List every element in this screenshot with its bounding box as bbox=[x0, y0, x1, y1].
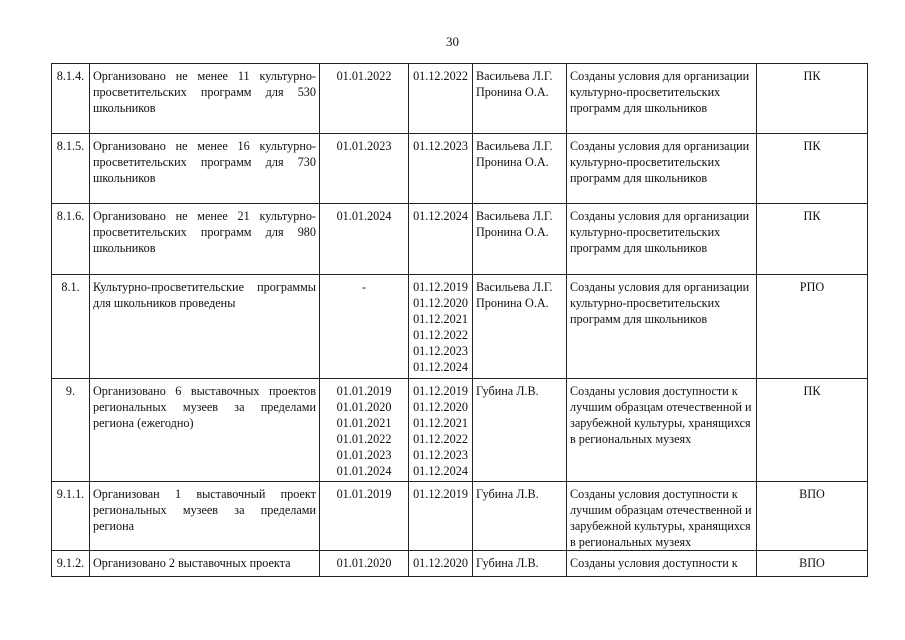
end-date: 01.12.2024 bbox=[413, 209, 468, 223]
row-description: Организован 1 выставочный проект региональных музеев за пределами региона bbox=[90, 482, 320, 551]
row-type: ПК bbox=[757, 134, 868, 204]
row-result: Созданы условия доступности к bbox=[567, 551, 757, 577]
row-description: Организовано не менее 11 культурно-просветительских программ для 530 школьников bbox=[90, 64, 320, 134]
start-date: 01.01.2023 bbox=[336, 139, 392, 153]
row-result: Созданы условия доступности к лучшим образцам отечественной и зарубежной культуры, хранящихся в региональных музеях bbox=[567, 379, 757, 482]
row-responsible bbox=[473, 275, 567, 379]
end-date: 01.12.2024 bbox=[413, 360, 468, 374]
row-type: ВПО bbox=[757, 551, 868, 577]
end-date: 01.12.2023 bbox=[413, 139, 468, 153]
responsible-person: Губина Л.В. bbox=[476, 487, 539, 501]
row-number: 8.1.6. bbox=[52, 204, 90, 275]
plan-table bbox=[51, 63, 868, 577]
row-type: ВПО bbox=[757, 482, 868, 551]
row-type: ПК bbox=[757, 204, 868, 275]
row-number: 9. bbox=[52, 379, 90, 482]
row-start-date bbox=[320, 275, 409, 379]
row-result: Созданы условия для организации культурно-просветительских программ для школьников bbox=[567, 275, 757, 379]
responsible-person: Губина Л.В. bbox=[476, 556, 539, 570]
start-date: 01.01.2022 bbox=[336, 432, 392, 446]
row-number: 8.1. bbox=[52, 275, 90, 379]
row-start-date bbox=[320, 482, 409, 551]
row-number: 8.1.5. bbox=[52, 134, 90, 204]
responsible-person: Пронина О.А. bbox=[476, 85, 549, 99]
row-description: Культурно-просветительские программы для школьников проведены bbox=[90, 275, 320, 379]
responsible-person: Васильева Л.Г. bbox=[476, 209, 553, 223]
responsible-person: Губина Л.В. bbox=[476, 384, 539, 398]
table-row bbox=[52, 204, 868, 275]
responsible-person: Васильева Л.Г. bbox=[476, 139, 553, 153]
row-start-date bbox=[320, 64, 409, 134]
row-end-date bbox=[409, 134, 473, 204]
table-row bbox=[52, 134, 868, 204]
end-date: 01.12.2024 bbox=[413, 464, 468, 478]
row-start-date bbox=[320, 204, 409, 275]
row-start-date bbox=[320, 551, 409, 577]
row-start-date bbox=[320, 134, 409, 204]
end-date: 01.12.2019 bbox=[413, 384, 468, 398]
row-number: 9.1.1. bbox=[52, 482, 90, 551]
start-date: - bbox=[361, 280, 367, 294]
end-date: 01.12.2021 bbox=[413, 312, 468, 326]
end-date: 01.12.2019 bbox=[413, 487, 468, 501]
row-end-date bbox=[409, 379, 473, 482]
start-date: 01.01.2020 bbox=[336, 556, 392, 570]
start-date: 01.01.2022 bbox=[336, 69, 392, 83]
table-row bbox=[52, 551, 868, 577]
start-date: 01.01.2019 bbox=[336, 384, 392, 398]
row-type: ПК bbox=[757, 64, 868, 134]
table-row bbox=[52, 275, 868, 379]
responsible-person: Пронина О.А. bbox=[476, 296, 549, 310]
row-end-date bbox=[409, 64, 473, 134]
row-responsible bbox=[473, 204, 567, 275]
end-date: 01.12.2020 bbox=[413, 296, 468, 310]
end-date: 01.12.2022 bbox=[413, 432, 468, 446]
end-date: 01.12.2023 bbox=[413, 448, 468, 462]
table-row bbox=[52, 379, 868, 482]
table-row bbox=[52, 64, 868, 134]
end-date: 01.12.2019 bbox=[413, 280, 468, 294]
row-responsible bbox=[473, 64, 567, 134]
row-responsible bbox=[473, 482, 567, 551]
row-end-date bbox=[409, 204, 473, 275]
row-start-date bbox=[320, 379, 409, 482]
page-number: 30 bbox=[446, 34, 459, 49]
end-date: 01.12.2023 bbox=[413, 344, 468, 358]
table-row bbox=[52, 482, 868, 551]
start-date: 01.01.2023 bbox=[336, 448, 392, 462]
row-type: ПК bbox=[757, 379, 868, 482]
row-result: Созданы условия доступности к лучшим образцам отечественной и зарубежной культуры, хранящихся в региональных музеях bbox=[567, 482, 757, 551]
responsible-person: Васильева Л.Г. bbox=[476, 280, 553, 294]
row-result: Созданы условия для организации культурно-просветительских программ для школьников bbox=[567, 134, 757, 204]
end-date: 01.12.2022 bbox=[413, 328, 468, 342]
responsible-person: Пронина О.А. bbox=[476, 155, 549, 169]
responsible-person: Пронина О.А. bbox=[476, 225, 549, 239]
row-number: 8.1.4. bbox=[52, 64, 90, 134]
row-type: РПО bbox=[757, 275, 868, 379]
start-date: 01.01.2019 bbox=[336, 487, 392, 501]
end-date: 01.12.2020 bbox=[413, 556, 468, 570]
row-result: Созданы условия для организации культурно-просветительских программ для школьников bbox=[567, 204, 757, 275]
row-result: Созданы условия для организации культурно-просветительских программ для школьников bbox=[567, 64, 757, 134]
end-date: 01.12.2020 bbox=[413, 400, 468, 414]
row-responsible bbox=[473, 551, 567, 577]
row-end-date bbox=[409, 551, 473, 577]
row-end-date bbox=[409, 482, 473, 551]
start-date: 01.01.2024 bbox=[336, 209, 392, 223]
start-date: 01.01.2020 bbox=[336, 400, 392, 414]
row-description: Организовано 2 выставочных проекта bbox=[90, 551, 320, 577]
row-responsible bbox=[473, 379, 567, 482]
responsible-person: Васильева Л.Г. bbox=[476, 69, 553, 83]
row-description: Организовано 6 выставочных проектов региональных музеев за пределами региона (ежегодно) bbox=[90, 379, 320, 482]
end-date: 01.12.2021 bbox=[413, 416, 468, 430]
row-description: Организовано не менее 16 культурно-просветительских программ для 730 школьников bbox=[90, 134, 320, 204]
row-end-date bbox=[409, 275, 473, 379]
row-number: 9.1.2. bbox=[52, 551, 90, 577]
start-date: 01.01.2024 bbox=[336, 464, 392, 478]
row-responsible bbox=[473, 134, 567, 204]
row-description: Организовано не менее 21 культурно-просветительских программ для 980 школьников bbox=[90, 204, 320, 275]
start-date: 01.01.2021 bbox=[336, 416, 392, 430]
end-date: 01.12.2022 bbox=[413, 69, 468, 83]
